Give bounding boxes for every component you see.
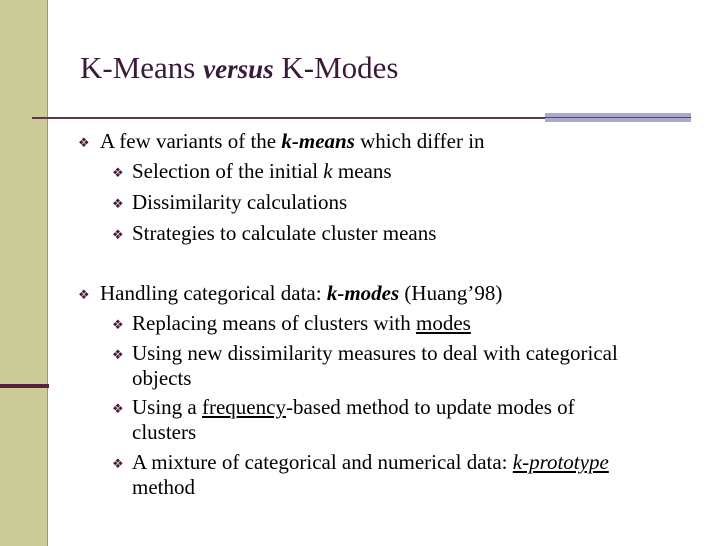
bullet-text: -based method to update modes of: [285, 395, 575, 419]
diamond-bullet-icon: ❖: [112, 196, 124, 211]
left-decorative-band: [0, 0, 47, 546]
sub-bullet-replacing: [112, 311, 471, 336]
bullet-variants: [78, 129, 485, 154]
bullet-text: Strategies to calculate cluster means: [132, 221, 437, 245]
sub-bullet-dissimilarity: [112, 190, 348, 215]
bullet-text: Selection of the initial: [132, 159, 324, 183]
bullet-text: method: [132, 475, 195, 499]
diamond-bullet-icon: ❖: [112, 347, 124, 362]
diamond-bullet-icon: ❖: [112, 401, 124, 416]
sub-bullet-new-measures: [112, 341, 618, 391]
bullet-emphasis: k-modes: [326, 281, 400, 305]
sub-bullet-strategies: [112, 221, 437, 246]
bullet-emphasis: k-means: [281, 129, 355, 153]
diamond-bullet-icon: ❖: [112, 456, 124, 471]
underlined-term: frequency: [202, 395, 286, 419]
title-rule-accent-line: [545, 117, 691, 118]
bullet-categorical: [78, 281, 503, 306]
left-accent-bar: [0, 384, 49, 388]
diamond-bullet-icon: ❖: [112, 227, 124, 242]
diamond-bullet-icon: ❖: [112, 317, 124, 332]
diamond-bullet-icon: ❖: [78, 135, 90, 150]
title-prefix: K-Means: [80, 50, 196, 85]
bullet-text: A few variants of the: [100, 129, 282, 153]
bullet-text: means: [332, 159, 392, 183]
slide-title: [80, 50, 398, 86]
bullet-text: Using a: [132, 395, 202, 419]
bullet-text: Replacing means of clusters with: [132, 311, 417, 335]
left-band-border: [47, 0, 48, 546]
underlined-term: k-prototype: [512, 450, 609, 474]
sub-bullet-frequency: [112, 395, 575, 445]
underlined-term: modes: [416, 311, 471, 335]
bullet-text: clusters: [132, 420, 197, 444]
title-suffix: K-Modes: [281, 50, 399, 85]
bullet-text: (Huang’98): [399, 281, 503, 305]
title-rule: [32, 117, 545, 119]
sub-bullet-mixture: [112, 450, 609, 500]
bullet-text: Handling categorical data:: [100, 281, 327, 305]
bullet-text: which differ in: [354, 129, 485, 153]
diamond-bullet-icon: ❖: [78, 287, 90, 302]
bullet-text: Using new dissimilarity measures to deal with categorical: [132, 341, 618, 365]
bullet-text: Dissimilarity calculations: [132, 190, 348, 214]
bullet-text: objects: [132, 366, 192, 390]
sub-bullet-selection: [112, 159, 392, 184]
bullet-emphasis: k: [323, 159, 333, 183]
bullet-text: A mixture of categorical and numerical data:: [132, 450, 513, 474]
title-versus: versus: [203, 54, 274, 84]
diamond-bullet-icon: ❖: [112, 165, 124, 180]
